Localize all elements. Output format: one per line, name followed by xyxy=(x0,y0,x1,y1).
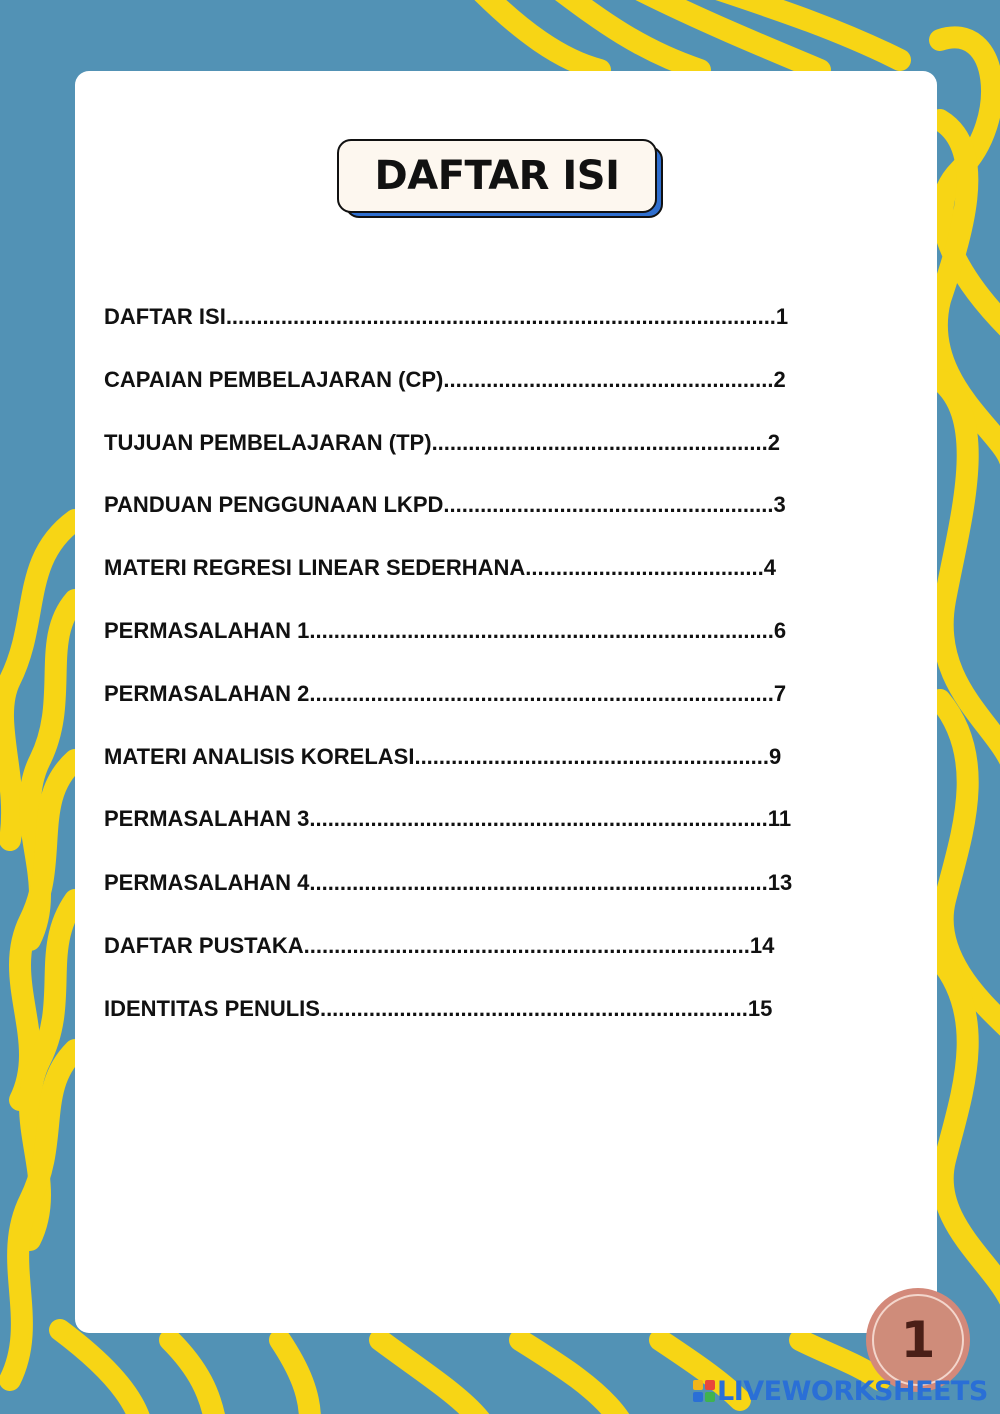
watermark-text: LIVEWORKSHEETS xyxy=(717,1375,988,1407)
toc-label: PERMASALAHAN 3 xyxy=(104,806,310,831)
toc-page: 14 xyxy=(749,933,775,958)
toc-page: 13 xyxy=(767,870,793,895)
toc-label: DAFTAR ISI xyxy=(104,304,226,329)
toc-row xyxy=(104,996,772,1022)
toc-page: 3 xyxy=(773,492,786,517)
toc-row xyxy=(104,430,780,456)
toc-row xyxy=(104,618,786,644)
toc-page: 11 xyxy=(767,806,792,831)
toc-label: MATERI ANALISIS KORELASI xyxy=(104,744,415,769)
toc-label: IDENTITAS PENULIS xyxy=(104,996,320,1021)
toc-label: MATERI REGRESI LINEAR SEDERHANA xyxy=(104,555,526,580)
page-number-badge xyxy=(872,1294,964,1386)
toc-dots: ............................................................................ xyxy=(309,618,774,643)
toc-dots: ....................................................... xyxy=(431,430,768,455)
toc-page: 1 xyxy=(775,304,789,329)
title-box xyxy=(337,139,657,213)
toc-label: PERMASALAHAN 2 xyxy=(104,681,310,706)
toc-row xyxy=(104,304,788,330)
toc-label: PANDUAN PENGGUNAAN LKPD xyxy=(104,492,444,517)
toc-dots: .......................................................... xyxy=(414,744,769,769)
page-title: DAFTAR ISI xyxy=(374,153,620,199)
toc-label: DAFTAR PUSTAKA xyxy=(104,933,304,958)
page-number: 1 xyxy=(900,1311,936,1369)
toc-label: PERMASALAHAN 4 xyxy=(104,870,310,895)
toc-dots: ...................................................... xyxy=(443,367,774,392)
toc-row xyxy=(104,367,786,393)
toc-page: 2 xyxy=(767,430,780,455)
toc-dots: ....................................... xyxy=(525,555,764,580)
toc-dots: ............................................................................ xyxy=(309,681,774,706)
toc-dots: ...................................................... xyxy=(443,492,774,517)
toc-page: 15 xyxy=(747,996,773,1021)
toc-row xyxy=(104,744,781,770)
toc-row xyxy=(104,806,791,832)
liveworksheets-logo-icon xyxy=(693,1380,715,1402)
liveworksheets-watermark xyxy=(693,1376,988,1406)
toc-dots: ........................................................................... xyxy=(309,806,768,831)
toc-page: 6 xyxy=(773,618,787,643)
toc-dots: ......................................................................... xyxy=(303,933,750,958)
toc-page: 9 xyxy=(768,744,782,769)
toc-row xyxy=(104,870,792,896)
toc-row xyxy=(104,492,786,518)
toc-label: CAPAIAN PEMBELAJARAN (CP) xyxy=(104,367,444,392)
toc-page: 4 xyxy=(763,555,776,580)
toc-page: 2 xyxy=(773,367,786,392)
toc-label: TUJUAN PEMBELAJARAN (TP) xyxy=(104,430,432,455)
toc-label: PERMASALAHAN 1 xyxy=(104,618,310,643)
toc-dots: ...................................................................... xyxy=(319,996,748,1021)
toc-dots: .......................................................................................... xyxy=(225,304,776,329)
toc-row xyxy=(104,681,786,707)
toc-row xyxy=(104,555,776,581)
toc-row xyxy=(104,933,774,959)
toc-page: 7 xyxy=(773,681,787,706)
toc-dots: ........................................................................... xyxy=(309,870,768,895)
